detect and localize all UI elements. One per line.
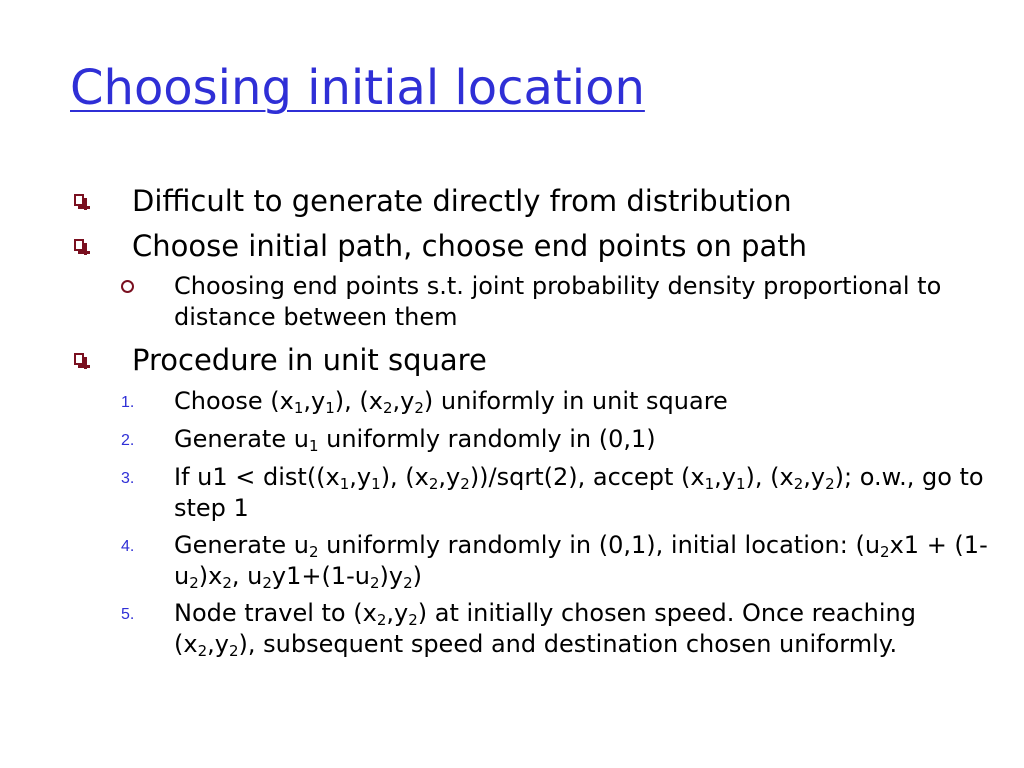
step-item [121, 386, 1004, 417]
bullet-item [132, 342, 487, 378]
slide-title: Choosing initial location [70, 60, 645, 116]
sub-bullet-item [174, 271, 1004, 333]
step-number: 2. [121, 432, 135, 449]
step-item [121, 424, 1004, 455]
bullet-item [132, 228, 807, 264]
circle-bullet-icon [121, 280, 134, 293]
step-number: 5. [121, 606, 135, 623]
bullet-item [132, 183, 792, 219]
step-text: If $u1 < dist((x_1,y_1)$, $(x_2,y_2))/sqrt(2)$, accept $(x_1,y_1)$, $(x_2,y_2)$; o.w., go to step 1 [174, 463, 984, 522]
step-text: Choose $(x_1,y_1)$, $(x_2,y_2)$ uniformly in unit square [174, 387, 728, 417]
sub-bullet-text: Choosing end points s.t. joint probability density proportional to distance between them [174, 272, 942, 331]
step-number: 3. [121, 470, 135, 487]
step-item [121, 530, 1004, 592]
step-text: Node travel to $(x_2,y_2)$ at initially chosen speed. Once reaching $(x_2,y_2)$, subsequent speed and destination chosen uniformly. [174, 599, 916, 660]
step-text: Generate $u_2$ uniformly randomly in (0,1), initial location: ($u_2x1 + (1-u_2)x_2$, $u_2y1+(1-u_2)y_2$) [174, 531, 988, 592]
bullet-text: Choose initial path, choose end points on path [132, 229, 808, 263]
step-item [121, 598, 1004, 660]
step-number: 4. [121, 538, 135, 555]
bullet-text: Difficult to generate directly from distribution [132, 184, 792, 218]
step-number: 1. [121, 394, 135, 411]
step-text: Generate $u_1$ uniformly randomly in (0,1) [174, 425, 656, 455]
square-bullet-icon [74, 194, 84, 206]
square-bullet-icon [74, 353, 84, 365]
square-bullet-icon [74, 239, 84, 251]
bullet-text: Procedure in unit square [132, 343, 487, 377]
step-item [121, 462, 1004, 524]
